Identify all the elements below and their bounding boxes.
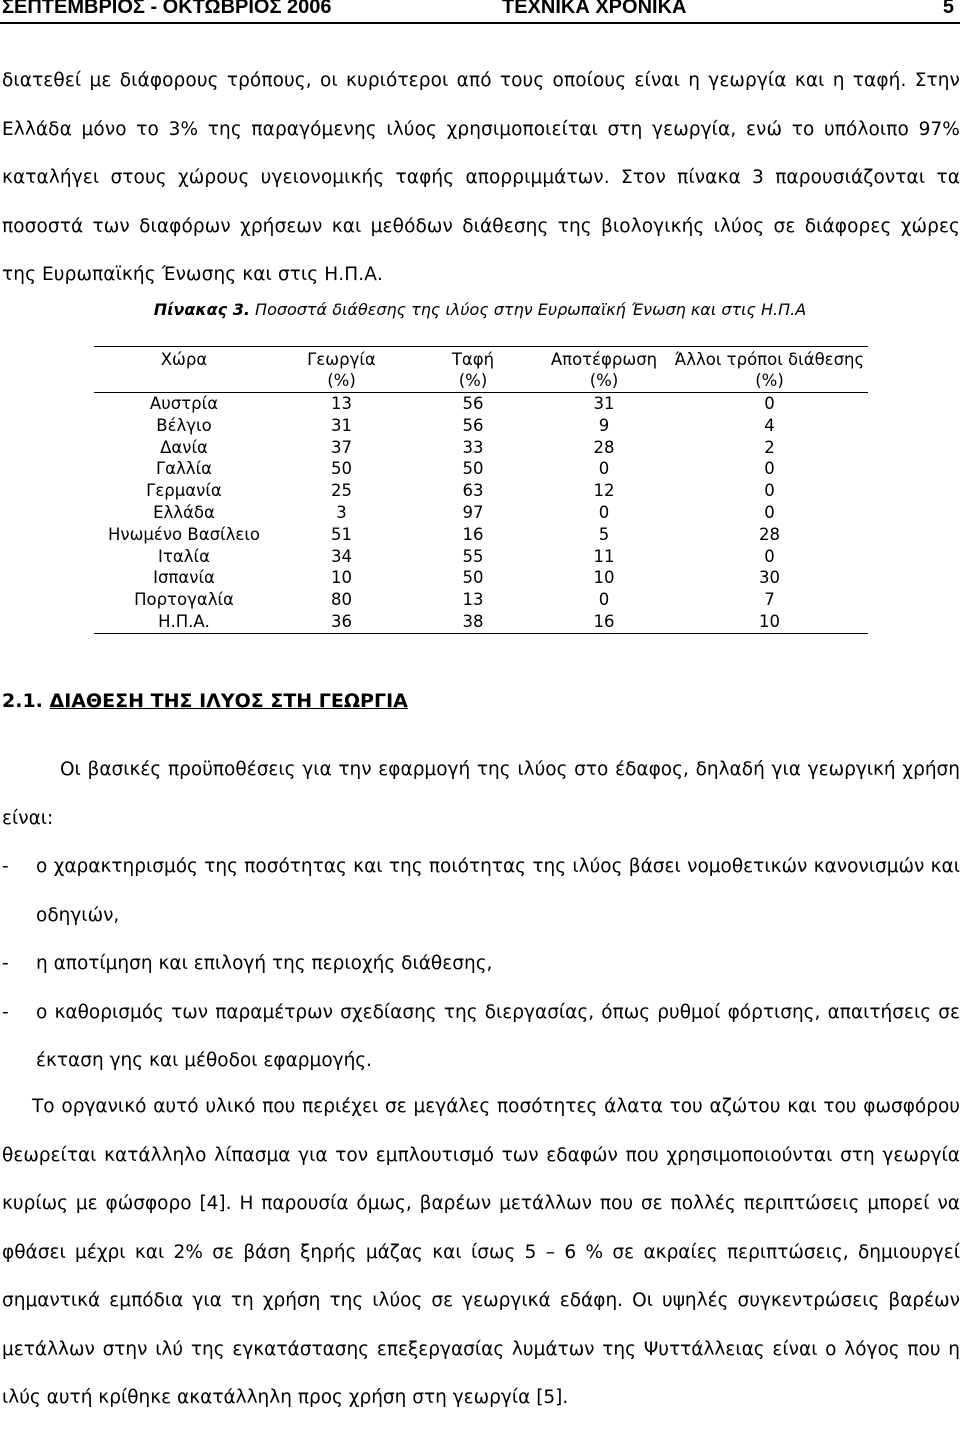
table-cell: 63	[462, 481, 484, 501]
header-unit: (%)	[755, 371, 784, 390]
header-label: Χώρα	[160, 350, 208, 369]
table-cell: 4	[764, 415, 775, 435]
table-cell: 0	[764, 394, 775, 413]
section-heading	[2, 690, 408, 712]
table-row	[94, 437, 868, 459]
table-cell: 0	[598, 590, 610, 610]
section-number: 2.1.	[2, 690, 43, 712]
header-label: Αποτέφρωση	[550, 350, 658, 369]
header-unit: (%)	[458, 371, 488, 390]
column-header-other	[671, 347, 868, 393]
table-cell: Γερμανία	[146, 481, 222, 501]
table-cell: 31	[331, 415, 352, 435]
table-cell: 10	[593, 568, 615, 588]
table-cell: 13	[462, 590, 484, 610]
table-cell: 13	[331, 394, 352, 413]
table-cell: 30	[759, 568, 780, 588]
table-row	[94, 546, 868, 568]
table-body	[94, 393, 868, 634]
table-cell: 0	[764, 459, 775, 479]
disposal-table	[94, 346, 868, 634]
table-cell: 3	[336, 502, 347, 522]
table-row	[94, 524, 868, 546]
bullet-dash: -	[2, 953, 9, 974]
list-item-text: ο χαρακτηρισμός της ποσότητας και της ποιότητας της ιλύος βάσει νομοθετικών κανονισμών και οδηγιών,	[36, 856, 960, 926]
table-row	[94, 480, 868, 502]
table-cell: Ηνωμένο Βασίλειο	[107, 524, 260, 544]
table-cell: 50	[462, 568, 484, 588]
table-row	[94, 589, 868, 611]
table-cell: 28	[593, 437, 615, 457]
bullet-dash: -	[2, 856, 9, 877]
table-cell: Η.Π.Α.	[158, 611, 210, 631]
table-row	[94, 393, 868, 415]
table-cell: 12	[593, 481, 615, 501]
table-cell: 0	[764, 546, 775, 566]
table-cell: 97	[462, 502, 484, 522]
column-header-agriculture	[274, 347, 409, 393]
section-body	[2, 746, 960, 1086]
table-cell: 0	[764, 502, 775, 522]
table-caption	[0, 300, 960, 319]
header-page-number: 5	[942, 0, 954, 18]
table-row	[94, 611, 868, 633]
table-cell: 36	[331, 611, 352, 631]
table-cell: 28	[759, 524, 780, 544]
header-divider	[0, 22, 960, 24]
table-cell: Ισπανία	[153, 568, 215, 588]
section-title: ΔΙΑΘΕΣΗ ΤΗΣ ΙΛΥΟΣ ΣΤΗ ΓΕΩΡΓΙΑ	[49, 690, 408, 712]
table-cell: Πορτογαλία	[134, 590, 234, 610]
table-cell: 56	[462, 415, 484, 435]
table-cell: 2	[764, 437, 775, 457]
column-header-incineration	[537, 347, 671, 393]
table-cell: Αυστρία	[149, 394, 219, 413]
table-row	[94, 502, 868, 524]
header-label: Ταφή	[451, 350, 495, 369]
table-cell: 0	[764, 481, 775, 501]
table-cell: 51	[331, 524, 352, 544]
table-row	[94, 458, 868, 480]
table-cell: 34	[331, 546, 352, 566]
header-unit: (%)	[589, 371, 619, 390]
table-cell: 38	[462, 611, 484, 631]
list-item	[2, 989, 960, 1086]
list-item-text: ο καθορισμός των παραμέτρων σχεδίασης της διεργασίας, όπως ρυθμοί φόρτισης, απαιτήσεις σε έκταση γης και μέθοδοι εφαρμογής.	[36, 1001, 960, 1071]
list-item	[2, 940, 960, 989]
table-cell: 50	[331, 459, 352, 479]
table-cell: Δανία	[160, 437, 208, 457]
table-cell: 56	[462, 394, 484, 413]
column-header-landfill	[409, 347, 537, 393]
table-cell: Ιταλία	[158, 546, 210, 566]
header-issue-date: ΣΕΠΤΕΜΒΡΙΟΣ - ΟΚΤΩΒΡΙΟΣ 2006	[2, 0, 332, 18]
page-header	[0, 0, 960, 24]
table-cell: 55	[462, 546, 484, 566]
table-cell: 80	[331, 590, 352, 610]
table-cell: 50	[462, 459, 484, 479]
intro-paragraph: διατεθεί με διάφορους τρόπους, οι κυριότεροι από τους οποίους είναι η γεωργία και η ταφή. Στην Ελλάδα μόνο το 3% της παραγόμενης ιλύος χρησιμοποιείται στη γεωργία, ενώ το υπόλοιπο 97% καταλήγει στους χώρους υγειονομικής ταφής απορριμμάτων. Στον πίνακα 3 παρουσιάζονται τα ποσοστά των διαφόρων χρήσεων και μεθόδων διάθεσης της βιολογικής ιλύος σε διάφορες χώρες της Ευρωπαϊκής Ένωσης και στις Η.Π.Α.	[2, 70, 960, 285]
table-caption-text: Ποσοστά διάθεσης της ιλύος στην Ευρωπαϊκή Ένωση και στις Η.Π.Α	[255, 300, 807, 319]
table-header-row	[94, 347, 868, 393]
table-cell: 25	[331, 481, 352, 501]
table-cell: Γαλλία	[155, 459, 213, 479]
section-intro-paragraph: Οι βασικές προϋποθέσεις για την εφαρμογή της ιλύος στο έδαφος, δηλαδή για γεωργική χρήση είναι:	[2, 759, 960, 829]
table-row	[94, 567, 868, 589]
table-cell: 0	[598, 502, 610, 522]
table-cell: Ελλάδα	[153, 502, 215, 522]
table-cell: 7	[764, 590, 775, 610]
table-cell: Βέλγιο	[156, 415, 212, 435]
header-journal-title: ΤΕΧΝΙΚΑ ΧΡΟΝΙΚΑ	[502, 0, 687, 18]
table-cell: 0	[598, 459, 610, 479]
table-cell: 5	[598, 524, 610, 544]
table-cell: 10	[331, 568, 352, 588]
table-cell: 16	[462, 524, 484, 544]
header-label: Γεωργία	[307, 350, 376, 369]
table-row	[94, 415, 868, 437]
table-cell: 37	[331, 437, 352, 457]
closing-paragraph: Το οργανικό αυτό υλικό που περιέχει σε μεγάλες ποσότητες άλατα του αζώτου και του φωσφόρου θεωρείται κατάλληλο λίπασμα για τον εμπλουτισμό των εδαφών που χρησιμοποιούνται στη γεωργία κυρίως με φώσφορο [4]. Η παρουσία όμως, βαρέων μετάλλων που σε πολλές περιπτώσεις μπορεί να φθάσει μέχρι και 2% σε βάση ξηρής μάζας και ίσως 5 – 6 % σε ακραίες περιπτώσεις, δημιουργεί σημαντικά εμπόδια για τη χρήση της ιλύος σε γεωργικά εδάφη. Οι υψηλές συγκεντρώσεις βαρέων μετάλλων στην ιλύ της εγκατάστασης επεξεργασίας λυμάτων της Ψυττάλλειας είναι ο λόγος που η ιλύς αυτή κρίθηκε ακατάλληλη προς χρήση στη γεωργία [5].	[2, 1096, 960, 1408]
header-unit: (%)	[327, 371, 356, 390]
table-cell: 10	[759, 611, 780, 631]
table-cell: 9	[598, 415, 610, 435]
list-item	[2, 843, 960, 940]
list-item-text: η αποτίμηση και επιλογή της περιοχής διάθεσης,	[36, 953, 493, 974]
table-caption-label: Πίνακας 3.	[153, 300, 250, 319]
bullet-dash: -	[2, 1001, 9, 1023]
table-cell: 16	[593, 611, 615, 631]
column-header-country	[94, 347, 274, 393]
table-cell: 31	[593, 394, 615, 413]
table-cell: 11	[593, 546, 615, 566]
header-label: Άλλοι τρόποι διάθεσης	[674, 350, 865, 369]
table-cell: 33	[462, 437, 484, 457]
